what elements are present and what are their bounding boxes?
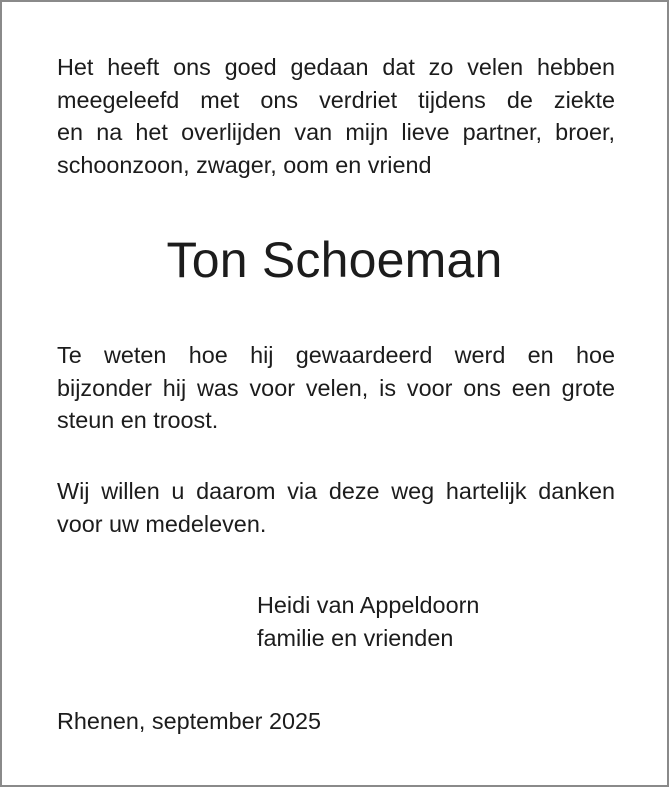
appreciation-line: bijzonder hij was voor velen, is voor ons een grote xyxy=(57,374,615,401)
intro-line: Het heeft ons goed gedaan dat zo velen hebben xyxy=(57,54,615,80)
signature-others: familie en vrienden xyxy=(257,624,454,651)
appreciation-paragraph xyxy=(57,339,615,437)
appreciation-line: steun en troost. xyxy=(57,407,219,433)
appreciation-line: Te weten hoe hij gewaardeerd werd en hoe xyxy=(57,342,615,368)
thanks-paragraph xyxy=(57,475,615,540)
signature xyxy=(257,589,479,654)
deceased-name: Ton Schoeman xyxy=(166,232,503,288)
thanks-line: voor uw medeleven. xyxy=(57,510,267,537)
place-date: Rhenen, september 2025 xyxy=(57,708,321,734)
intro-line: meegeleefd met ons verdriet tijdens de ziekte xyxy=(57,86,615,113)
intro-line: schoonzoon, zwager, oom en vriend xyxy=(57,151,432,178)
thanks-line: Wij willen u daarom via deze weg hartelijk danken xyxy=(57,478,615,504)
intro-paragraph xyxy=(57,51,615,181)
signature-name: Heidi van Appeldoorn xyxy=(257,592,480,618)
intro-line: en na het overlijden van mijn lieve partner, broer, xyxy=(57,119,615,145)
